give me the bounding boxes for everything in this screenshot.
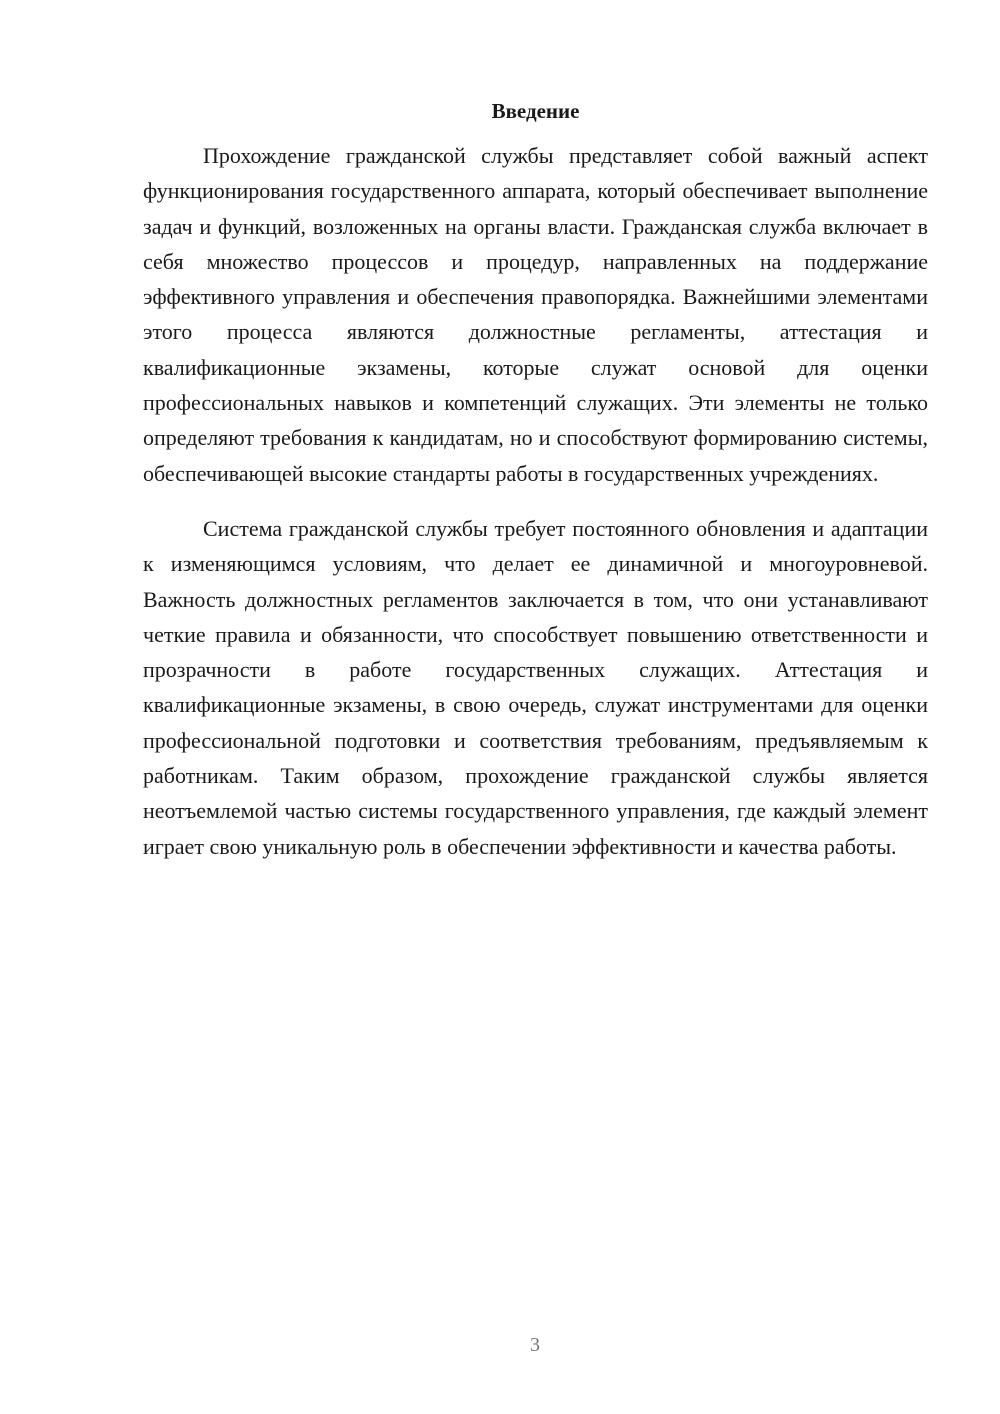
- paragraph-2: Система гражданской службы требует постоянного обновления и адаптации к изменяющимся условиям, что делает ее динамичной и многоуровневой. Важность должностных регламентов заключается в том, что они устанавливают четкие правила и обязанности, что способствует повышению ответственности и прозрачности в работе государственных служащих. Аттестация и квалификационные экзамены, в свою очередь, служат инструментами для оценки профессиональной подготовки и соответствия требованиям, предъявляемым к работникам. Таким образом, прохождение гражданской службы является неотъемлемой частью системы государственного управления, где каждый элемент играет свою уникальную роль в обеспечении эффективности и качества работы.: [143, 515, 928, 859]
- page-number: 3: [530, 1334, 540, 1356]
- paragraph-1: Прохождение гражданской службы представляет собой важный аспект функционирования государственного аппарата, который обеспечивает выполнение задач и функций, возложенных на органы власти. Гражданская служба включает в себя множество процессов и процедур, направленных на поддержание эффективного управления и обеспечения правопорядка. Важнейшими элементами этого процесса являются должностные регламенты, аттестация и квалификационные экзамены, которые служат основой для оценки профессиональных навыков и компетенций служащих. Эти элементы не только определяют требования к кандидатам, но и способствуют формированию системы, обеспечивающей высокие стандарты работы в государственных учреждениях.: [143, 143, 928, 486]
- section-title: Введение: [491, 99, 580, 123]
- page-content: [143, 96, 928, 864]
